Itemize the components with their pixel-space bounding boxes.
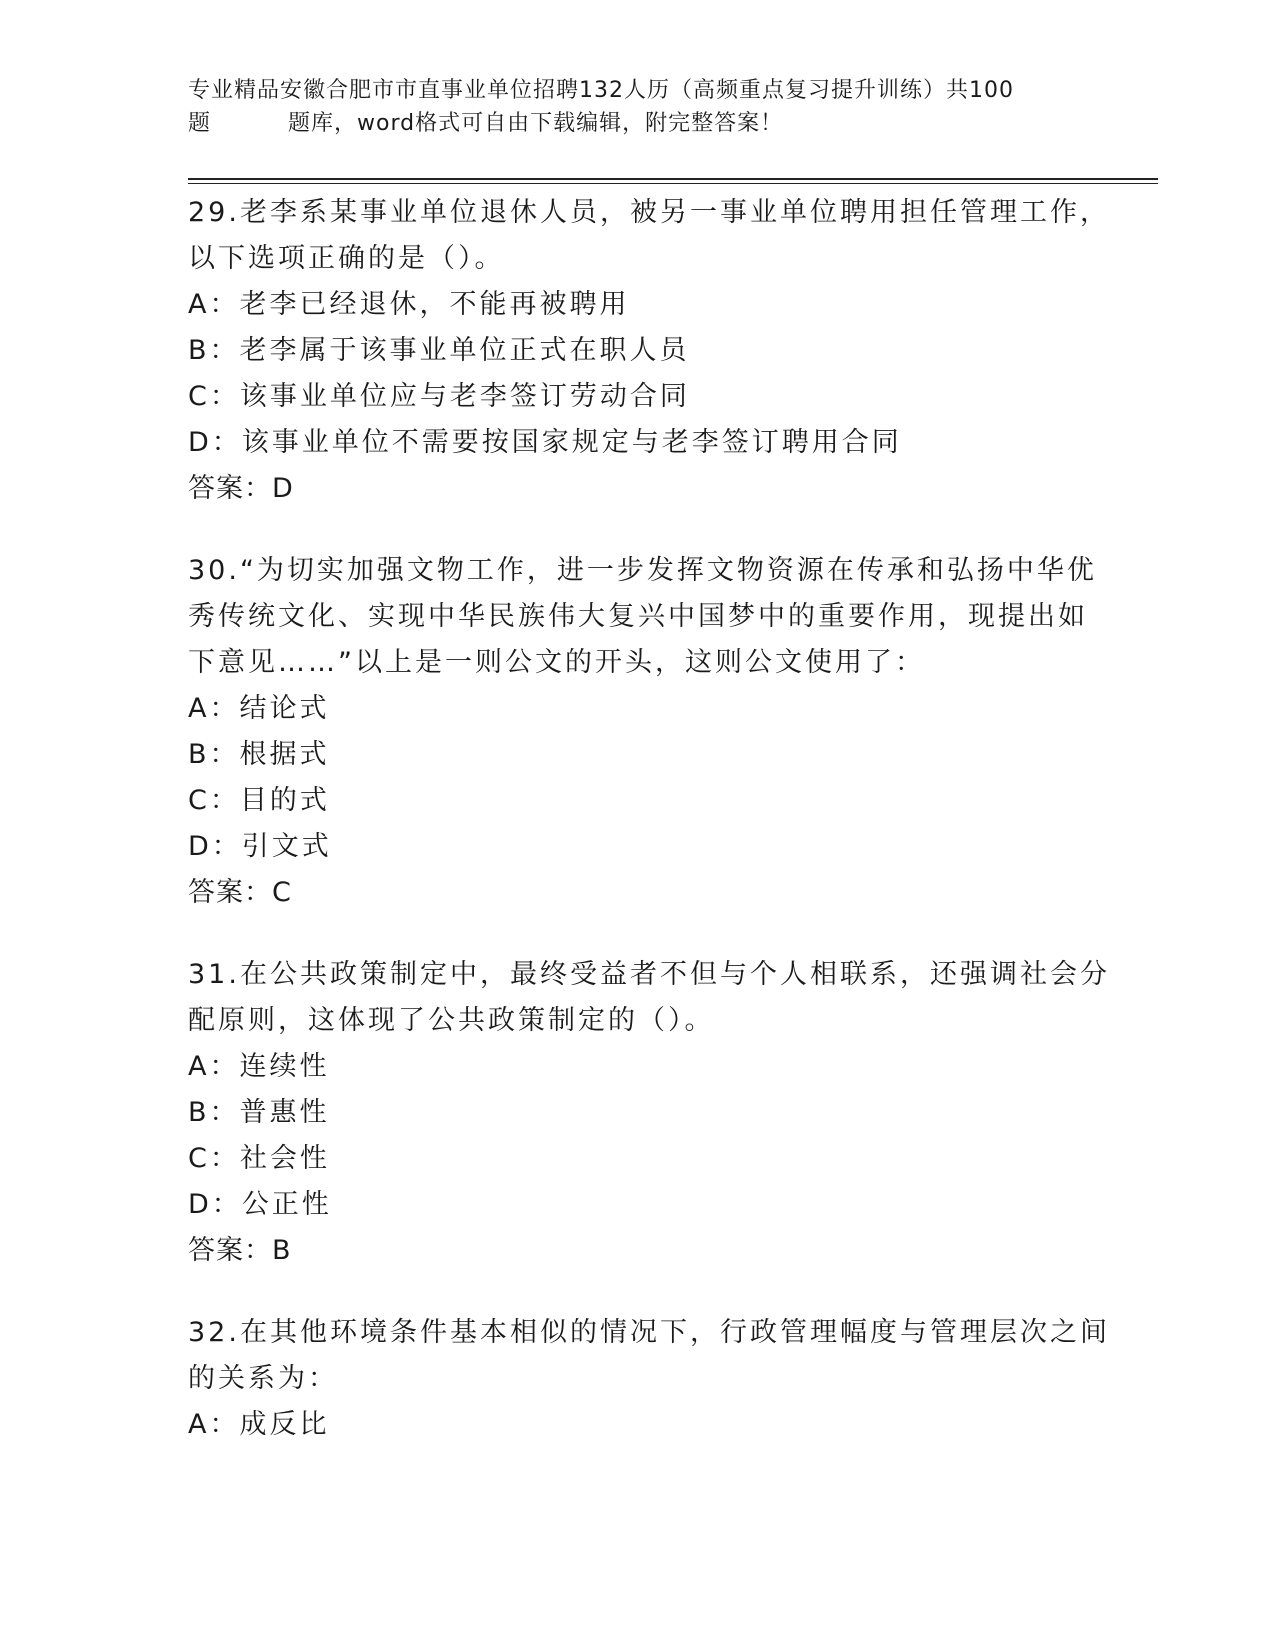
option-b: B：老李属于该事业单位正式在职人员 — [188, 335, 690, 366]
question-stem-line: 32.在其他环境条件基本相似的情况下，行政管理幅度与管理层次之间 — [188, 1317, 1110, 1348]
answer-line: 答案：B — [188, 1235, 292, 1266]
option-d: D：引文式 — [188, 831, 332, 862]
question-stem-line: 秀传统文化、实现中华民族伟大复兴中国梦中的重要作用，现提出如 — [188, 601, 1088, 632]
option-b: B：根据式 — [188, 739, 330, 770]
answer-line: 答案：D — [188, 473, 294, 504]
question-stem-line: 以下选项正确的是（）。 — [188, 243, 505, 274]
answer-line: 答案：C — [188, 877, 292, 908]
option-a: A：结论式 — [188, 693, 330, 724]
option-b: B：普惠性 — [188, 1097, 330, 1128]
question-32 — [188, 1310, 1110, 1448]
question-stem-line: 配原则，这体现了公共政策制定的（）。 — [188, 1005, 715, 1036]
question-list — [188, 190, 1110, 1484]
header-title-label: 题 — [188, 111, 212, 136]
document-header — [188, 74, 1088, 140]
question-stem-line: 30.“为切实加强文物工作，进一步发挥文物资源在传承和弘扬中华优 — [188, 555, 1097, 586]
header-divider-thin — [188, 183, 1158, 184]
header-title-line2: 题库，word格式可自由下载编辑，附完整答案！ — [288, 111, 784, 136]
option-a: A：成反比 — [188, 1409, 330, 1440]
question-29 — [188, 190, 1110, 512]
option-a: A：老李已经退休，不能再被聘用 — [188, 289, 630, 320]
option-c: C：目的式 — [188, 785, 330, 816]
option-c: C：该事业单位应与老李签订劳动合同 — [188, 381, 690, 412]
header-title-line2-row — [188, 107, 1088, 140]
option-d: D：该事业单位不需要按国家规定与老李签订聘用合同 — [188, 427, 902, 458]
option-c: C：社会性 — [188, 1143, 330, 1174]
question-30 — [188, 548, 1097, 916]
header-title-line1: 专业精品安徽合肥市市直事业单位招聘132人历（高频重点复习提升训练）共100 — [188, 78, 1014, 103]
question-31 — [188, 952, 1110, 1274]
question-stem-line: 的关系为： — [188, 1363, 338, 1394]
option-d: D：公正性 — [188, 1189, 332, 1220]
question-stem-line: 29.老李系某事业单位退休人员，被另一事业单位聘用担任管理工作， — [188, 197, 1110, 228]
question-stem-line: 下意见……”以上是一则公文的开头，这则公文使用了： — [188, 647, 925, 678]
question-stem-line: 31.在公共政策制定中，最终受益者不但与个人相联系，还强调社会分 — [188, 959, 1110, 990]
header-divider-thick — [188, 178, 1158, 180]
option-a: A：连续性 — [188, 1051, 330, 1082]
